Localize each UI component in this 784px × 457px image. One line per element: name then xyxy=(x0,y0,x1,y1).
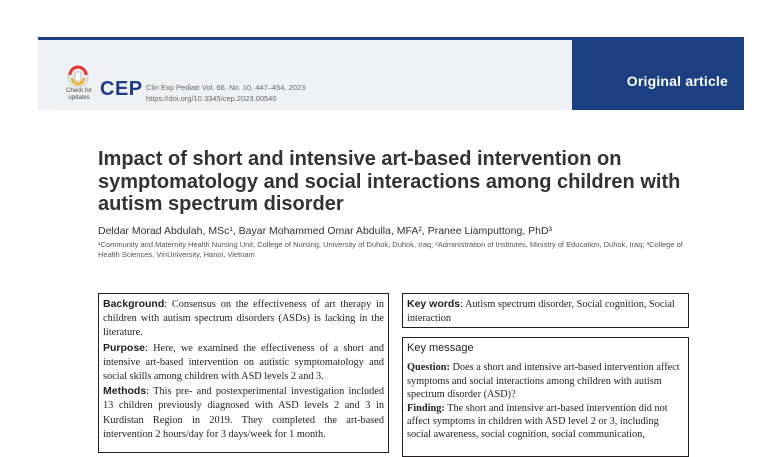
journal-abbreviation: CEP xyxy=(100,78,143,100)
key-message-finding xyxy=(407,402,684,442)
abstract-purpose xyxy=(103,341,384,385)
author-list: Deldar Morad Abdulah, MSc¹, Bayar Mohammed Omar Abdulla, MFA², Pranee Liamputtong, PhD³ xyxy=(98,225,553,237)
abstract-methods xyxy=(103,384,384,442)
purpose-text: : Here, we examined the effectiveness of a short and intensive art-based intervention on autistic symptomatology and social skills among children with ASD levels 2 and 3. xyxy=(103,342,384,383)
finding-text: The short and intensive art-based intervention did not affect symptoms in children with ASD level 2 or 3, including social awareness, social cognition, social communication, xyxy=(407,402,668,441)
key-message-question xyxy=(407,361,684,401)
question-label: Question: xyxy=(407,362,450,374)
finding-label: Finding: xyxy=(407,402,445,414)
question-text: Does a short and intensive art-based intervention affect symptoms and social interactions among children with autism spectrum disorder (ASD)? xyxy=(407,362,680,401)
methods-label: Methods xyxy=(103,385,147,398)
keywords-text: : Autism spectrum disorder, Social cognition, Social interaction xyxy=(407,299,675,324)
abstract-box xyxy=(98,293,389,453)
purpose-label: Purpose xyxy=(103,341,146,354)
journal-header-band xyxy=(38,37,744,110)
methods-text: : This pre- and postexperimental investigation included 13 children previously diagnosed with ASD levels 2 and 3 in Kurdistan Region in 2019. They completed the art-based intervention 2 hours/day for 3 days/week for 1 month. xyxy=(103,386,384,440)
journal-doi-link[interactable]: https://doi.org/10.3345/cep.2023.00540 xyxy=(146,94,277,103)
background-label: Background xyxy=(103,298,165,310)
article-type-label: Original article xyxy=(626,73,728,89)
key-message-box xyxy=(402,337,689,457)
abstract-background xyxy=(103,297,384,341)
keywords-label: Key words xyxy=(407,298,461,310)
check-for-updates-label: Check for updates xyxy=(66,88,92,101)
author-affiliations: ¹Community and Maternity Health Nursing Unit, College of Nursing, University of Duhok, Duhok, Iraq; ²Administration of Institutes, Ministry of Education, Duhok, Iraq; ³College of Health Sciences, VinUniversity, Hanoi, Vietnam xyxy=(98,240,683,259)
key-message-title: Key message xyxy=(407,342,474,354)
background-text: : Consensus on the effectiveness of art therapy in children with autism spectrum disorders (ASDs) is lacking in the literature. xyxy=(103,299,384,339)
article-type-panel xyxy=(572,37,744,110)
journal-citation: Clin Exp Pediatr Vol. 66, No. 10, 447–454, 2023 xyxy=(146,83,306,92)
keywords-box xyxy=(402,293,689,328)
article-title: Impact of short and intensive art-based intervention on symptomatology and social interactions among children with autism spectrum disorder xyxy=(98,148,681,215)
